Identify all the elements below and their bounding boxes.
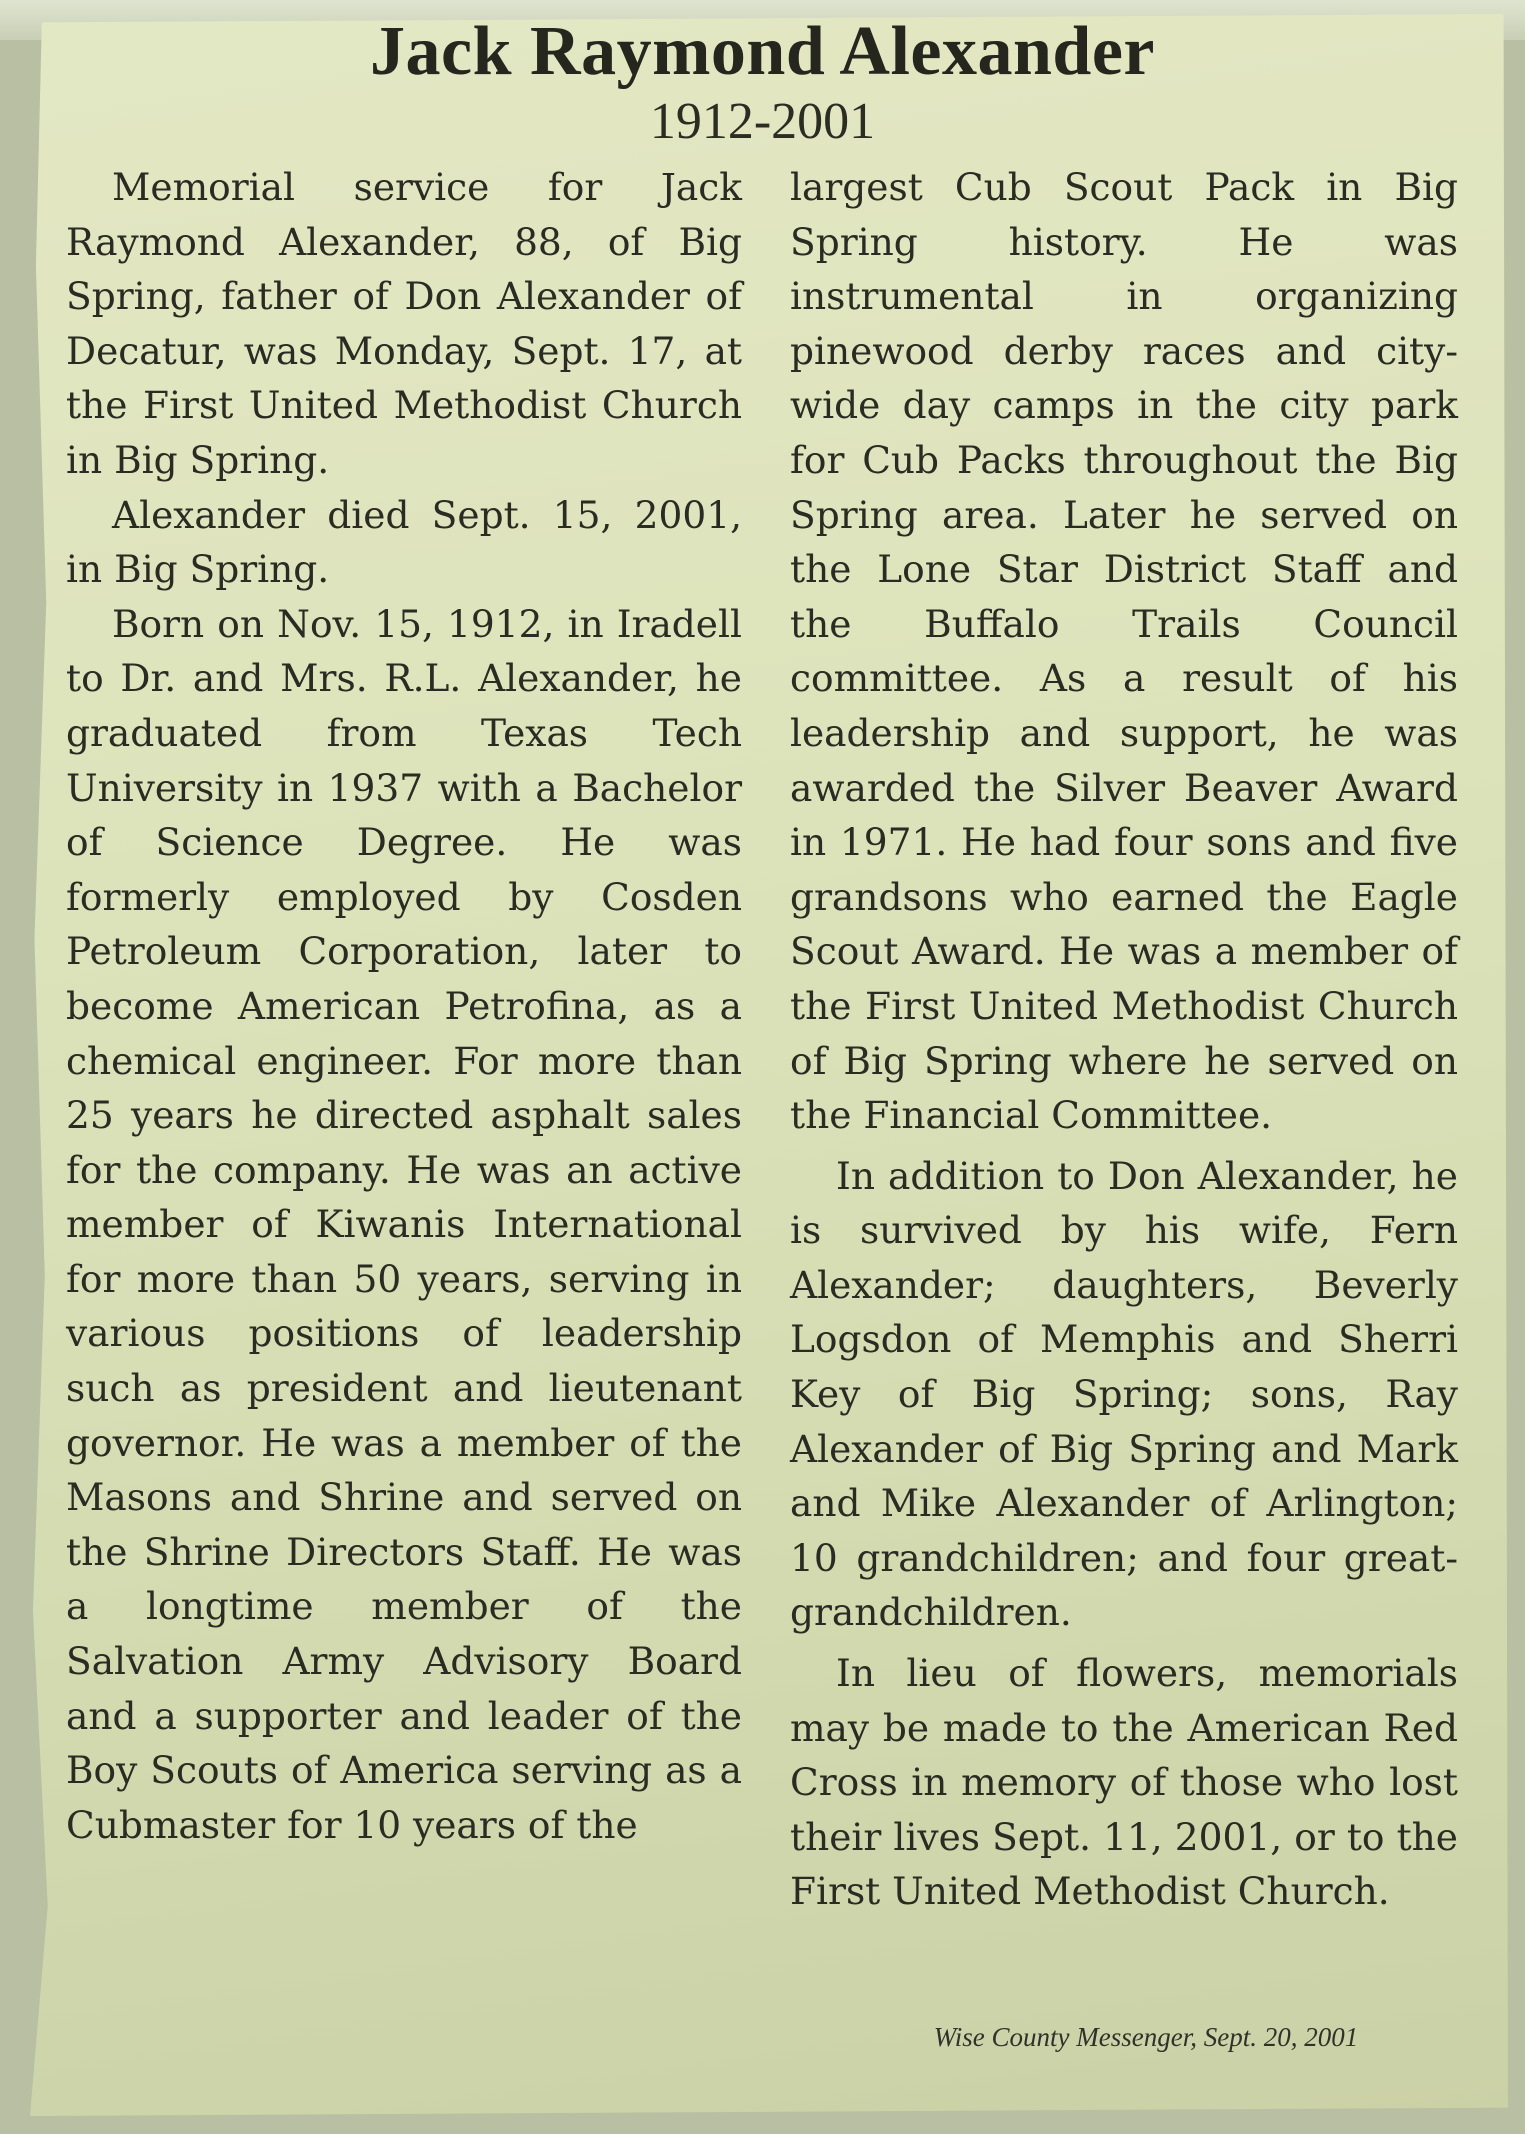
left-column: [66, 160, 742, 1852]
paragraph-memorial-service: Memorial service for Jack Raymond Alexander, 88, of Big Spring, father of Don Alexander of Decatur, was Monday, Sept. 17, at the First United Methodist Church in Big Spring.: [66, 165, 742, 482]
obituary-years: 1912-2001: [649, 93, 876, 150]
paragraph-biography-continued: largest Cub Scout Pack in Big Spring history. He was instrumental in organizing pinewood derby races and city-wide day camps in the city park for Cub Packs throughout the Big Spring area. Later he served on the Lone Star District Staff and the Buffalo Trails Council committee. As a result of his leadership and support, he was awarded the Silver Beaver Award in 1971. He had four sons and five grandsons who earned the Eagle Scout Award. He was a member of the First United Methodist Church of Big Spring where he served on the Financial Committee.: [790, 165, 1458, 1138]
paragraph-biography: Born on Nov. 15, 1912, in Iradell to Dr. and Mrs. R.L. Alexander, he graduated from Texas Tech University in 1937 with a Bachelor of Science Degree. He was formerly employed by Cosden Petroleum Corporation, later to become American Petrofina, as a chemical engineer. For more than 25 years he directed asphalt sales for the company. He was an active member of Kiwanis International for more than 50 years, serving in various positions of leadership such as president and lieutenant governor. He was a member of the Masons and Shrine and served on the Shrine Directors Staff. He was a longtime member of the Salvation Army Advisory Board and a supporter and leader of the Boy Scouts of America serving as a Cubmaster for 10 years of the: [66, 601, 742, 1847]
paragraph-death: Alexander died Sept. 15, 2001, in Big Spring.: [66, 492, 742, 592]
source-credit: Wise County Messenger, Sept. 20, 2001: [933, 2022, 1359, 2052]
paragraph-survivors: In addition to Don Alexander, he is survived by his wife, Fern Alexander; daughters, Beverly Logsdon of Memphis and Sherri Key of Big Spring; sons, Ray Alexander of Big Spring and Mark and Mike Alexander of Arlington; 10 grandchildren; and four great-grandchildren.: [790, 1153, 1458, 1635]
paragraph-memorials: In lieu of flowers, memorials may be made to the American Red Cross in memory of those who lost their lives Sept. 11, 2001, or to the First United Methodist Church.: [790, 1651, 1458, 1914]
right-column: [790, 160, 1458, 1919]
obituary-title: Jack Raymond Alexander: [370, 13, 1155, 90]
